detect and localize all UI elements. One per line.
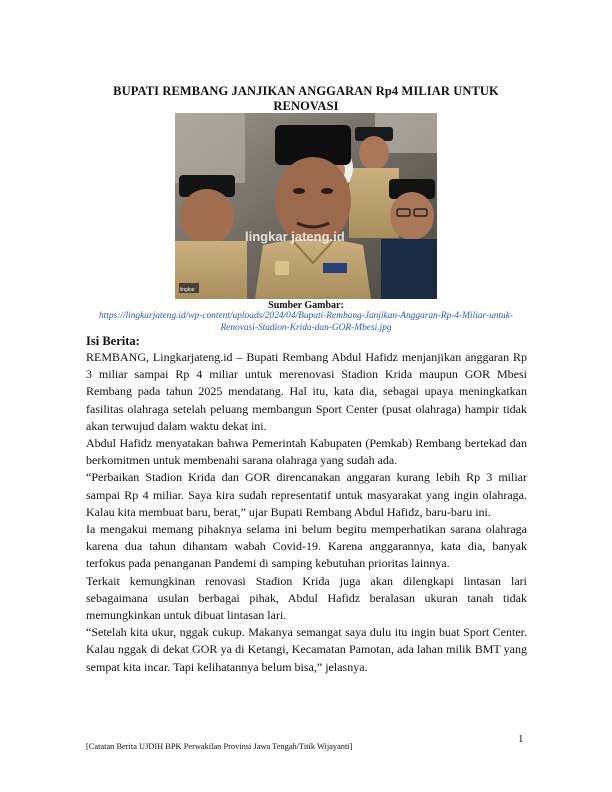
image-source-url-line-1: https://lingkarjateng.id/wp-content/uploads/2024/04/Bupati-Rembang-Janjikan-Anggaran-Rp-4-Miliar-untuk- (98, 311, 514, 321)
paragraph: Ia mengakui memang pihaknya selama ini belum begitu memperhatikan sarana olahraga karena dua tahun dihantam wabah Covid-19. Karena anggarannya, kata dia, banyak terfokus pada penanganan Pandemi di samping kebutuhan prioritas lainnya. (86, 522, 527, 571)
paragraph: Terkait kemungkinan renovasi Stadion Krida juga akan dilengkapi lintasan lari sebagaimana usulan berbagai pihak, Abdul Hafidz beralasan ukuran tanah tidak memungkinkan untuk dibuat lintasan lari. (86, 573, 527, 623)
photo-watermark: lingkar jateng.id (245, 229, 345, 244)
footer-note: [Catatan Berita UJDIH BPK Perwakilan Provinsi Jawa Tengah/Titik Wijayanti] (86, 742, 353, 751)
news-photo-illustration (175, 113, 437, 299)
image-source-label: Sumber Gambar: (268, 300, 344, 311)
section-heading: Isi Berita: (86, 334, 140, 348)
article-body (86, 349, 527, 676)
paragraph: “Setelah kita ukur, nggak cukup. Makanya semangat saya dulu itu ingin buat Sport Center. Kalau nggak di dekat GOR ya di Ketangi, Kecamatan Pamotan, ada lahan milik BMT yang sempat kita incar. Tapi kelihatannya belum bisa,” jelasnya. (86, 625, 527, 674)
page-number: 1 (518, 733, 524, 745)
image-source-url-line-2: Renovasi-Stadion-Krida-dan-GOR-Mbesi.jpg (220, 322, 392, 333)
image-source-url[interactable] (80, 311, 532, 334)
paragraph: Abdul Hafidz menyatakan bahwa Pemerintah Kabupaten (Pemkab) Rembang bertekad dan berkomitmen untuk membenahi sarana olahraga yang sudah ada. (86, 436, 527, 468)
photo-corner-label: lingkar (180, 287, 195, 293)
paragraph: “Perbaikan Stadion Krida dan GOR direncanakan anggaran kurang lebih Rp 3 miliar sampai Rp 4 miliar. Saya kira sudah representatif untuk masyarakat yang ingin olahraga. Kalau kita membuat baru, berat,” ujar Bupati Rembang Abdul Hafidz, baru-baru ini. (86, 470, 527, 519)
news-photo (175, 113, 437, 299)
article-title-line-1: BUPATI REMBANG JANJIKAN ANGGARAN Rp4 MILIAR UNTUK RENOVASI (113, 84, 499, 113)
paragraph: REMBANG, Lingkarjateng.id – Bupati Rembang Abdul Hafidz menjanjikan anggaran Rp 3 miliar sampai Rp 4 miliar untuk merenovasi Stadion Krida maupun GOR Mbesi Rembang pada tahun 2025 mendatang. Hal itu, kata dia, sebagai upaya meningkatkan fasilitas olahraga setelah peluang membangun Sport Center (pusat olahraga) hampir tidak akan terwujud dalam waktu dekat ini. (86, 350, 527, 433)
